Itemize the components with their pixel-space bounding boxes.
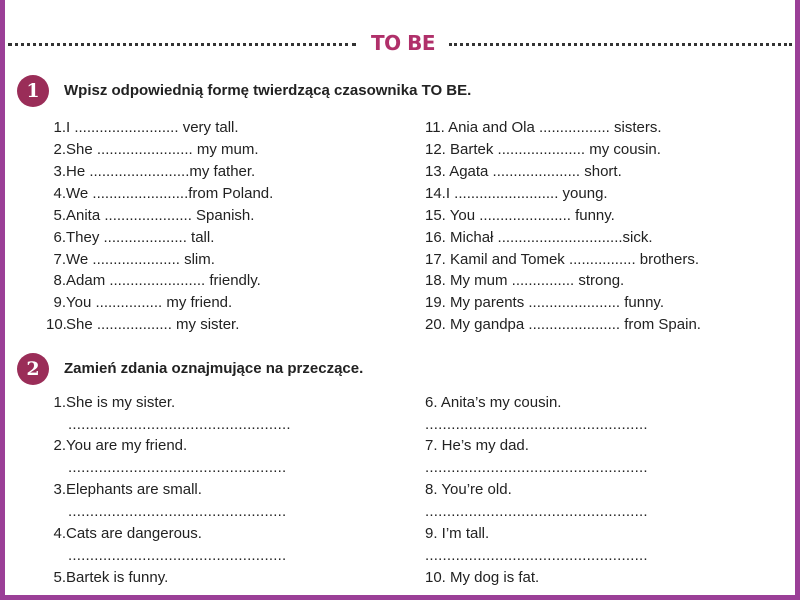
list-item: 2.She ....................... my mum.: [53, 141, 259, 158]
list-item: 10.She .................. my sister.: [46, 316, 240, 333]
list-item: 18. My mum ............... strong.: [425, 272, 625, 289]
page-title: TO BE: [370, 31, 435, 55]
exercise-1-instruction: Wpisz odpowiednią formę twierdzącą czasownika TO BE.: [64, 82, 472, 99]
list-item: 10. My dog is fat.: [425, 569, 540, 586]
title-row: [8, 30, 792, 56]
list-item: 5.Bartek is funny.: [53, 569, 169, 586]
list-item: 4.We .......................from Poland.: [53, 185, 274, 202]
answer-line[interactable]: ...................................................: [425, 503, 648, 520]
list-item: 3.Elephants are small.: [53, 481, 202, 498]
answer-line[interactable]: ...................................................: [425, 547, 648, 564]
list-item: 8. You’re old.: [425, 481, 512, 498]
list-item: 1.I ......................... very tall.: [53, 119, 239, 136]
list-item: 9.You ................ my friend.: [53, 294, 233, 311]
dotted-rule-left: [8, 43, 356, 46]
list-item: 20. My gandpa ...................... from Spain.: [425, 316, 701, 333]
list-item: 7.We ..................... slim.: [53, 251, 215, 268]
list-item: 15. You ...................... funny.: [425, 207, 615, 224]
answer-line[interactable]: ..................................................: [68, 547, 287, 564]
answer-line[interactable]: ..................................................: [68, 459, 287, 476]
exercise-2-badge: 2: [17, 353, 49, 385]
list-item: 9. I’m tall.: [425, 525, 490, 542]
answer-line[interactable]: ..................................................: [68, 503, 287, 520]
list-item: 8.Adam ....................... friendly.: [53, 272, 261, 289]
list-item: 11. Ania and Ola ................. sisters.: [425, 119, 662, 136]
list-item: 16. Michał ..............................sick.: [425, 229, 653, 246]
list-item: 17. Kamil and Tomek ................ brothers.: [425, 251, 700, 268]
list-item: 3.He ........................my father.: [53, 163, 256, 180]
list-item: 12. Bartek ..................... my cousin.: [425, 141, 661, 158]
answer-line[interactable]: ...................................................: [425, 416, 648, 433]
list-item: 19. My parents ...................... funny.: [425, 294, 664, 311]
list-item: 7. He’s my dad.: [425, 437, 529, 454]
exercise-1-badge: 1: [17, 75, 49, 107]
answer-line[interactable]: ...................................................: [68, 416, 291, 433]
list-item: 13. Agata ..................... short.: [425, 163, 622, 180]
list-item: 14.I ......................... young.: [425, 185, 608, 202]
dotted-rule-right: [449, 43, 792, 46]
list-item: 2.You are my friend.: [53, 437, 188, 454]
exercise-2-instruction: Zamień zdania oznajmujące na przeczące.: [64, 360, 364, 377]
answer-line[interactable]: ...................................................: [425, 459, 648, 476]
list-item: 6. Anita’s my cousin.: [425, 394, 562, 411]
list-item: 6.They .................... tall.: [53, 229, 215, 246]
list-item: 5.Anita ..................... Spanish.: [53, 207, 255, 224]
list-item: 4.Cats are dangerous.: [53, 525, 202, 542]
list-item: 1.She is my sister.: [53, 394, 176, 411]
